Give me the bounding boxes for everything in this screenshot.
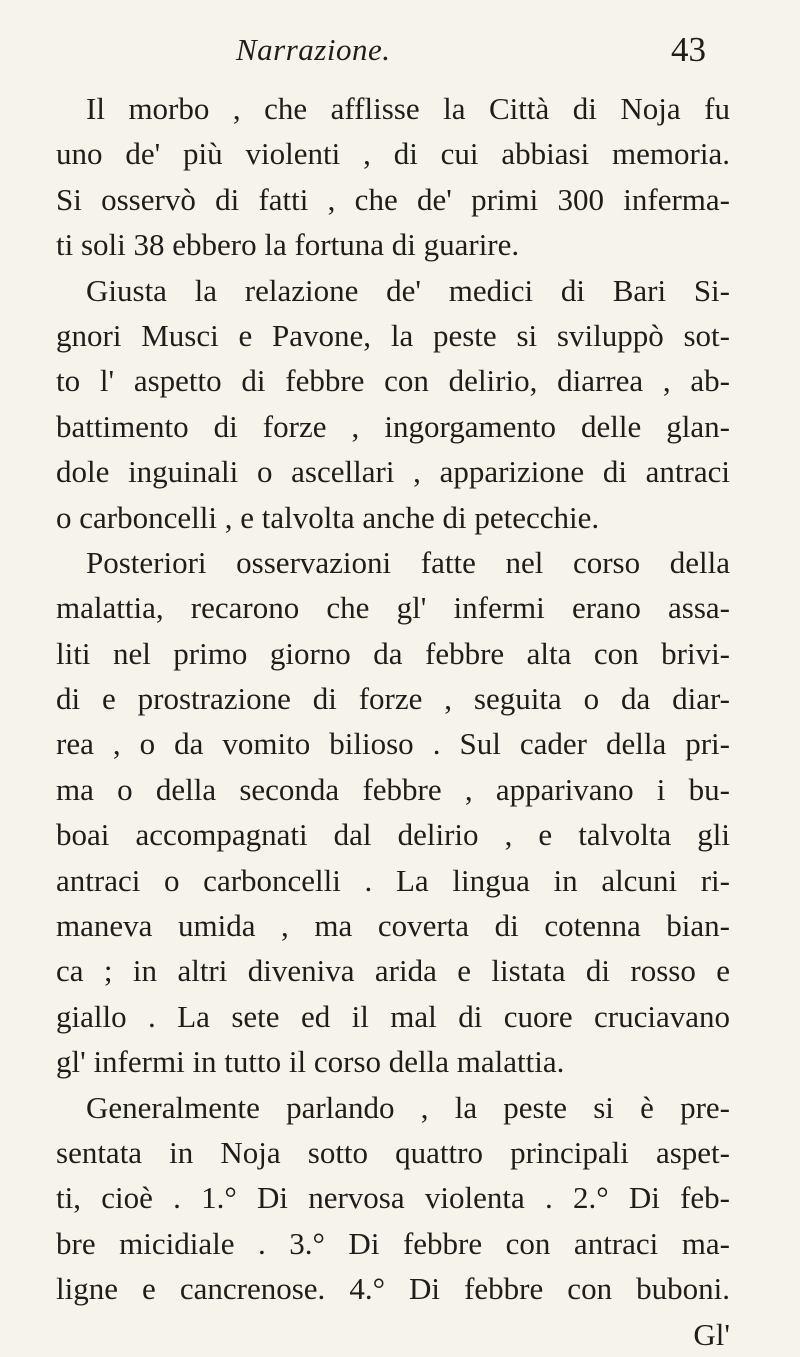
text-line: bre micidiale . 3.° Di febbre con antraci ma- [56, 1225, 730, 1261]
text-line: ma o della seconda febbre , apparivano i bu- [56, 771, 730, 807]
catchword: Gl' [693, 1316, 730, 1352]
text-line: malattia, recarono che gl' infermi erano assa- [56, 590, 730, 626]
text-line: Giusta la relazione de' medici di Bari Si- [86, 272, 730, 308]
text-line: Si osservò di fatti , che de' primi 300 inferma- [56, 181, 730, 217]
text-line: rea , o da vomito bilioso . Sul cader della pri- [56, 726, 730, 762]
text-line: di e prostrazione di forze , seguita o da diar- [56, 681, 730, 717]
text-line: boai accompagnati dal delirio , e talvolta gli [56, 817, 730, 853]
text-line: ti soli 38 ebbero la fortuna di guarire. [56, 227, 520, 263]
text-line: antraci o carboncelli . La lingua in alcuni ri- [56, 862, 730, 898]
text-line: gnori Musci e Pavone, la peste si sviluppò sot- [56, 317, 730, 353]
text-line: to l' aspetto di febbre con delirio, diarrea , ab- [56, 363, 730, 399]
text-line: gl' infermi in tutto il corso della malattia. [56, 1044, 565, 1080]
running-head [236, 32, 706, 82]
running-title: Narrazione. [236, 32, 391, 67]
body-text [56, 86, 730, 1357]
text-line: ca ; in altri diveniva arida e listata di rosso e [56, 953, 730, 989]
text-line: Generalmente parlando , la peste si è pre- [86, 1089, 730, 1125]
text-line: sentata in Noja sotto quattro principali aspet- [56, 1134, 730, 1170]
text-line: Il morbo , che afflisse la Città di Noja fu [86, 91, 730, 126]
text-line: o carboncelli , e talvolta anche di petecchie. [56, 499, 600, 535]
text-line: Posteriori osservazioni fatte nel corso della [86, 544, 730, 580]
text-line: dole inguinali o ascellari , apparizione di antraci [56, 454, 730, 490]
text-line: ligne e cancrenose. 4.° Di febbre con buboni. [56, 1271, 730, 1307]
text-line: uno de' più violenti , di cui abbiasi memoria. [56, 136, 730, 172]
text-line: ti, cioè . 1.° Di nervosa violenta . 2.° Di feb- [56, 1180, 730, 1216]
page-number: 43 [671, 30, 706, 69]
text-line: maneva umida , ma coverta di cotenna bian- [56, 908, 730, 944]
text-line: giallo . La sete ed il mal di cuore cruciavano [56, 998, 730, 1034]
text-line: liti nel primo giorno da febbre alta con brivi- [56, 635, 730, 671]
text-line: battimento di forze , ingorgamento delle glan- [56, 408, 730, 444]
